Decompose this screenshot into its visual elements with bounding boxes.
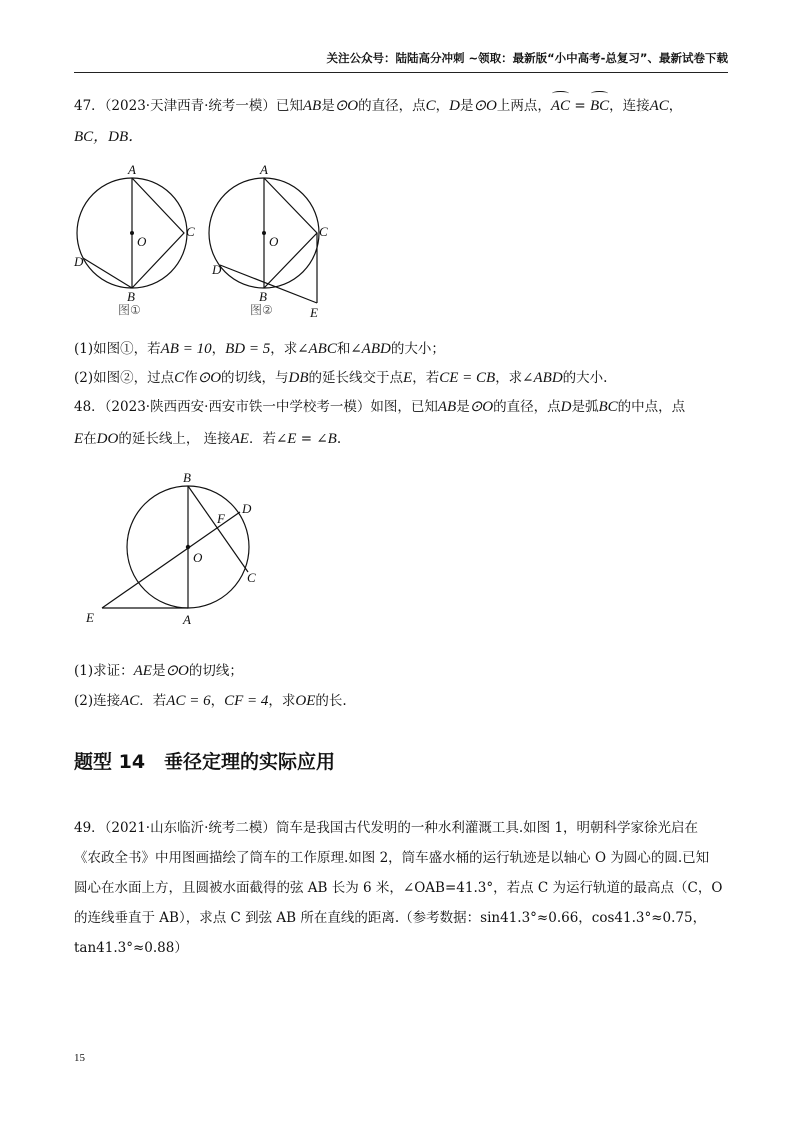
- fig2-label-e: E: [310, 305, 318, 320]
- q47-sub1: (1)如图①，若AB = 10，BD = 5，求∠ABC和∠ABD的大小；: [74, 341, 445, 357]
- fig2-label-a: A: [260, 162, 268, 177]
- q47-line2: BC，DB．: [74, 129, 144, 145]
- fig1-label-d: D: [74, 254, 84, 269]
- page-header: 关注公众号：陆陆高分冲刺 ~领取：最新版“小中高考-总复习”、最新试卷下载: [74, 50, 728, 73]
- q47-figures: [70, 160, 350, 325]
- q48-figure: [80, 468, 280, 633]
- q48-sub1: (1)求证：AE是⊙O的切线；: [74, 663, 243, 679]
- q47-sub2: (2)如图②，过点C作⊙O的切线，与DB的延长线交于点E，若CE = CB，求∠ABD的大小.: [74, 370, 608, 386]
- q49-line4: 的连线垂直于 AB），求点 C 到弦 AB 所在直线的距离.（参考数据：sin41.3°≈0.66，cos41.3°≈0.75，: [74, 910, 707, 926]
- fig1-label-c: C: [186, 224, 195, 239]
- fig1-label-a: A: [128, 162, 136, 177]
- fig2-label-b: B: [259, 289, 267, 304]
- q49-line5: tan41.3°≈0.88）: [74, 940, 188, 956]
- fig48-label-b: B: [183, 470, 191, 485]
- page-number: 15: [74, 1052, 85, 1064]
- fig48-label-c: C: [247, 570, 256, 585]
- fig1-label-b: B: [127, 289, 135, 304]
- section-heading: 题型 14 垂径定理的实际应用: [74, 751, 336, 773]
- q49-line1: 49．（2021·山东临沂·统考二模）筒车是我国古代发明的一种水利灌溉工具.如图 1，明朝科学家徐光启在: [74, 820, 699, 836]
- figure-2: [209, 178, 319, 303]
- q48-line2: E在DO的延长线上， 连接AE．若∠E = ∠B.: [74, 431, 342, 447]
- fig2-label-c: C: [319, 224, 328, 239]
- fig48-label-a: A: [183, 612, 191, 627]
- q49-line3: 圆心在水面上方，且圆被水面截得的弦 AB 长为 6 米，∠OAB=41.3°，若点 C 为运行轨道的最高点（C，O: [74, 880, 723, 896]
- center-dot: [186, 545, 190, 549]
- fig2-label-d: D: [212, 262, 222, 277]
- q48-line1: 48．（2023·陕西西安·西安市铁一中学校考一模）如图，已知AB是⊙O的直径，点D是弧BC的中点，点: [74, 399, 686, 415]
- fig1-label-o: O: [137, 234, 147, 249]
- q47-line1: 47．（2023·天津西青·统考一模）已知AB是⊙O的直径，点C，D是⊙O上两点，AC = BC，连接AC，: [74, 93, 730, 119]
- fig48-label-o: O: [193, 550, 203, 565]
- center-dot: [262, 231, 266, 235]
- q48-sub2: (2)连接AC．若AC = 6，CF = 4，求OE的长.: [74, 693, 347, 709]
- fig48-label-f: F: [217, 511, 225, 526]
- fig2-caption: 图②: [250, 303, 273, 317]
- center-dot: [130, 231, 134, 235]
- fig2-label-o: O: [269, 234, 279, 249]
- fig1-caption: 图①: [118, 303, 141, 317]
- fig48-label-e: E: [86, 610, 94, 625]
- q49-line2: 《农政全书》中用图画描绘了筒车的工作原理.如图 2，筒车盛水桶的运行轨迹是以轴心 O 为圆心的圆.已知: [74, 850, 710, 866]
- fig48-label-d: D: [242, 501, 252, 516]
